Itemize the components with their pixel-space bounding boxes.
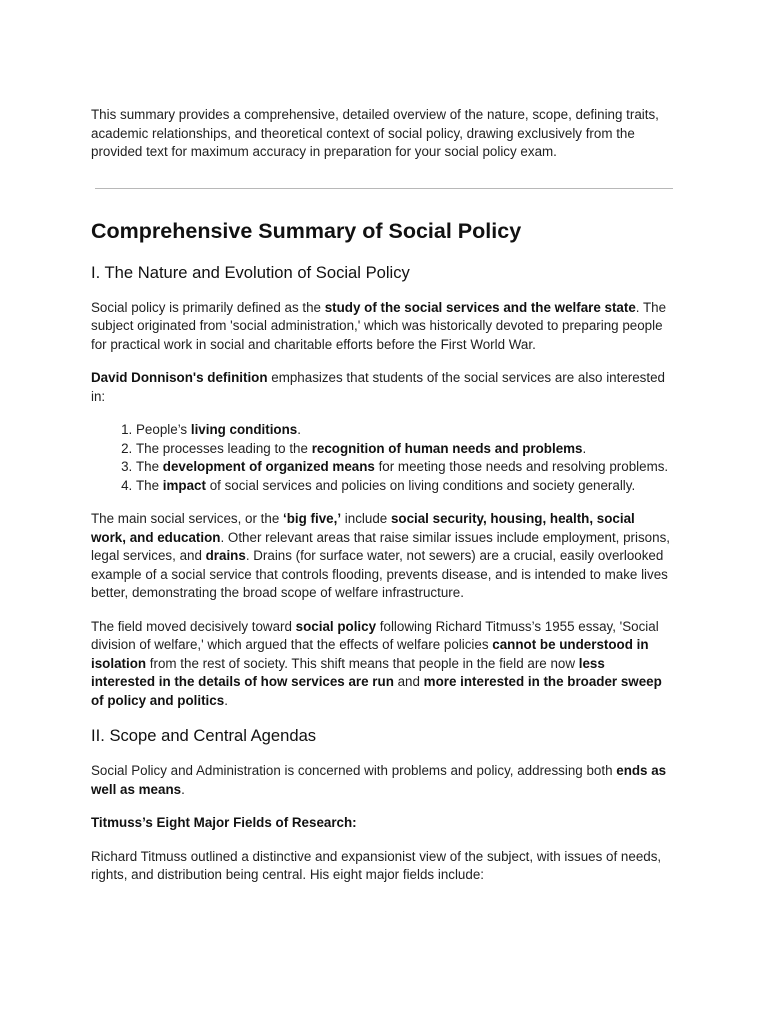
horizontal-divider: [95, 188, 673, 189]
bold-run: less interested in the details of how services are run: [91, 655, 605, 689]
text-run: Social policy is primarily defined as the: [91, 299, 325, 315]
section-heading-nature: I. The Nature and Evolution of Social Policy: [91, 262, 410, 282]
paragraph-titmuss-shift: [91, 618, 671, 711]
bold-run: drains: [205, 548, 246, 563]
text-run: .: [297, 422, 301, 437]
text-run: The: [136, 477, 163, 493]
bold-run: ends as well as means: [91, 763, 667, 797]
bold-run: cannot be understood in isolation: [91, 637, 649, 671]
bold-run: impact: [162, 477, 206, 493]
bold-run: study of the social services and the welfare state: [324, 299, 636, 315]
text-run: Social Policy and Administration is concerned with problems and policy, addressing both: [91, 763, 617, 778]
bold-run: David Donnison's definition: [91, 370, 268, 385]
text-run: People’s: [136, 422, 191, 437]
text-run: The processes leading to the: [136, 440, 312, 456]
list-item: [136, 477, 671, 496]
text-run: .: [582, 440, 587, 456]
list-item: [136, 421, 671, 440]
text-run: and: [393, 674, 424, 689]
bold-run: more interested in the broader sweep of policy and politics: [91, 674, 662, 708]
text-run: The field moved decisively toward: [91, 618, 296, 634]
paragraph-big-five: [91, 510, 671, 603]
text-run: The: [136, 459, 163, 474]
bold-run: recognition of human needs and problems: [311, 440, 583, 456]
text-run: . Other relevant areas that raise similar issues include employment, prisons, legal services, and: [91, 529, 670, 563]
text-run: for meeting those needs and resolving problems.: [374, 459, 669, 474]
bold-run: Titmuss’s Eight Major Fields of Research:: [91, 815, 357, 830]
paragraph-donnison: [91, 369, 671, 406]
bold-run: ‘big five,’: [283, 511, 342, 526]
paragraph-titmuss-fields: Richard Titmuss outlined a distinctive and expansionist view of the subject, with issues of needs, rights, and distribution being central. His eight major fields include:: [91, 848, 662, 882]
text-run: emphasizes that students of the social services are also interested in:: [91, 370, 665, 404]
bold-run: living conditions: [190, 422, 298, 437]
bold-run: social policy: [295, 618, 377, 634]
text-run: .: [224, 692, 228, 708]
paragraph-definition: [91, 299, 671, 355]
donnison-list: [91, 421, 671, 495]
list-item: [136, 440, 671, 459]
intro-paragraph: This summary provides a comprehensive, detailed overview of the nature, scope, defining traits, academic relationships, and theoretical context of social policy, drawing exclusively from the provided text for maximum accuracy in preparation for your social policy exam.: [91, 107, 659, 159]
text-run: .: [181, 781, 185, 797]
subheading-eight-fields: [91, 814, 671, 833]
text-run: . The subject originated from 'social administration,' which was historically devoted to preparing people for practical work in social and charitable efforts before the First World War.: [91, 299, 667, 352]
section-heading-scope: II. Scope and Central Agendas: [91, 726, 317, 745]
list-item: [136, 458, 671, 477]
text-run: . Drains (for surface water, not sewers) are a crucial, easily overlooked example of a social service that controls flooding, prevents disease, and is intended to make lives better, demonstrating the broad scope of welfare infrastructure.: [91, 548, 668, 600]
text-run: from the rest of society. This shift means that people in the field are now: [146, 655, 579, 671]
paragraph-ends-means: [91, 762, 671, 799]
bold-run: development of organized means: [162, 459, 375, 474]
document-title: Comprehensive Summary of Social Policy: [91, 218, 522, 243]
text-run: The main social services, or the: [91, 511, 284, 526]
text-run: include: [341, 511, 391, 526]
document-page: [91, 106, 671, 885]
text-run: following Richard Titmuss’s 1955 essay, 'Social division of welfare,' which argued that the effects of welfare policies: [91, 618, 659, 652]
text-run: of social services and policies on living conditions and society generally.: [205, 477, 636, 493]
bold-run: social security, housing, health, social work, and education: [91, 511, 635, 545]
